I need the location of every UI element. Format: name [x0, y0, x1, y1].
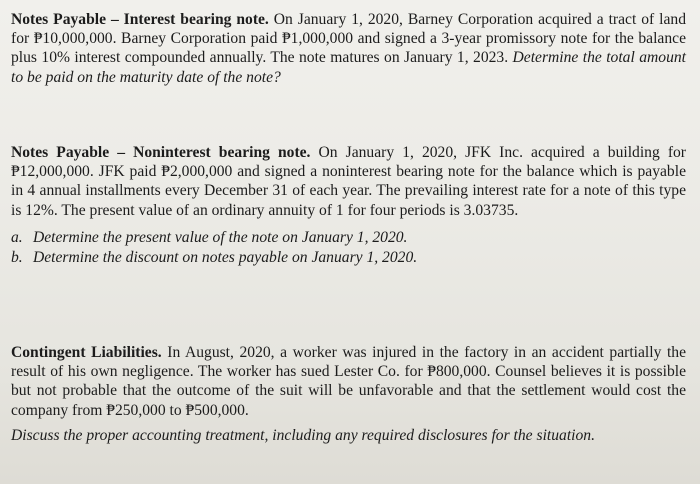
- question-label: b.: [11, 249, 23, 267]
- section-body: On January 1, 2020, Barney Corporation acquired a tract of land for ₱10,000,000. Barney Corporation paid ₱1,000,000 and signed a 3-year promissory note for the balance plus 10% interest compounded annually. The note matures on January 1, 2023.: [11, 11, 686, 67]
- section-interest-bearing-note: [11, 10, 686, 87]
- section-heading: Notes Payable – Noninterest bearing note.: [11, 144, 311, 161]
- section-question: Discuss the proper accounting treatment, including any required disclosures for the situation.: [11, 426, 595, 444]
- section-body: In August, 2020, a worker was injured in the factory in an accident partially the result of his own negligence. The worker has sued Lester Co. for ₱800,000. Counsel believes it is possible but not probable that the outcome of the suit will be unfavorable and that the settlement would cost the company from ₱250,000 to ₱500,000.: [11, 344, 686, 419]
- section-question: Determine the total amount to be paid on the maturity date of the note?: [11, 49, 686, 86]
- section-noninterest-bearing-note: [11, 143, 686, 267]
- paragraph: [11, 343, 686, 420]
- section-heading: Notes Payable – Interest bearing note.: [11, 11, 269, 28]
- paragraph: [11, 10, 686, 87]
- section-contingent-liabilities: [11, 343, 686, 445]
- paragraph: [11, 143, 686, 220]
- question-a: [11, 228, 686, 247]
- section-heading: Contingent Liabilities.: [11, 344, 162, 361]
- question-label: a.: [11, 228, 23, 246]
- section-body: On January 1, 2020, JFK Inc. acquired a building for ₱12,000,000. JFK paid ₱2,000,000 and signed a noninterest bearing note for the balance which is payable in 4 annual installments every December 31 of each year. The prevailing interest rate for a note of this type is 12%. The present value of an ordinary annuity of 1 for four periods is 3.03735.: [11, 144, 686, 219]
- question-text: Determine the discount on notes payable on January 1, 2020.: [33, 249, 418, 267]
- question-b: [11, 248, 686, 267]
- question-text: Determine the present value of the note on January 1, 2020.: [33, 228, 408, 246]
